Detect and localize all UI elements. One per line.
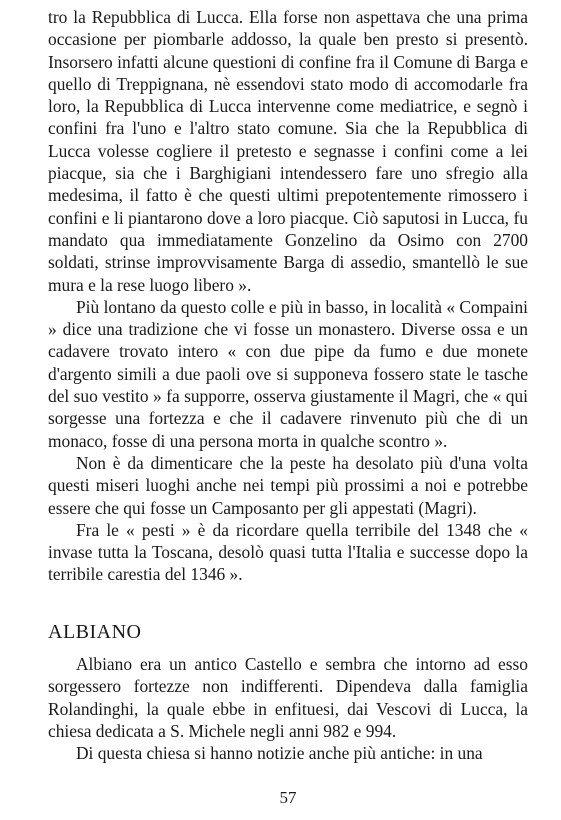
paragraph-peste: Non è da dimenticare che la peste ha desolato più d'una volta questi miseri luoghi anche nei tempi più prossimi a noi e potrebbe essere che qui fosse un Camposanto per gli appestati (Magri). bbox=[48, 452, 528, 518]
page-number: 57 bbox=[279, 788, 297, 807]
section-title: ALBIANO bbox=[48, 621, 142, 643]
paragraph-chiesa: Di questa chiesa si hanno notizie anche più antiche: in una bbox=[76, 743, 483, 764]
book-page bbox=[48, 0, 528, 820]
paragraph-pesti-1348: Fra le « pesti » è da ricordare quella terribile del 1348 che « invase tutta la Toscana, desolò quasi tutta l'Italia e successe dopo la terribile carestia del 1346 ». bbox=[48, 519, 528, 585]
text-block-bottom bbox=[48, 653, 528, 764]
paragraph-compaini: Più lontano da questo colle e più in basso, in località « Compaini » dice una tradizione che vi fosse un monastero. Diverse ossa e un cadavere trovato intero « con due pipe da fumo e due monete d'argento simili a due paoli ove si supponeva fossero state le tasche del suo vestito » fa supporre, osserva giustamente il Magri, che « qui sorgesse una fortezza e che il cadavere rinvenuto più che di un monaco, fosse di una persona morta in qualche scontro ». bbox=[48, 296, 528, 451]
paragraph-continuation: tro la Repubblica di Lucca. Ella forse non aspettava che una prima occasione per piombarle addosso, la quale ben presto si presentò. Insorsero infatti alcune questioni di confine fra il Comune di Barga e quello di Treppignana, nè essendovi stato modo di accomodarle fra loro, la Repubblica di Lucca intervenne come mediatrice, e segnò i confini fra l'uno e l'altro stato comune. Sia che la Repubblica di Lucca volesse cogliere il pretesto e segnasse i confini come a lei piacque, sia che i Barghigiani intendessero fare uno sfregio alla medesima, il fatto è che questi ultimi prepotentemente rimossero i confini e li piantarono dove a loro piacque. Ciò saputosi in Lucca, fu mandato qua immediatamente Gonzelino da Osimo con 2700 soldati, strinse improvvisamente Barga di assedio, smantellò le sue mura e la rese luogo libero ». bbox=[48, 7, 528, 295]
section-heading-wrap bbox=[48, 621, 528, 644]
text-block-top bbox=[48, 6, 528, 586]
paragraph-albiano: Albiano era un antico Castello e sembra che intorno ad esso sorgessero fortezze non indifferenti. Dipendeva dalla famiglia Rolandinghi, la quale ebbe in enfituesi, dai Vescovi di Lucca, la chiesa dedicata a S. Michele negli anni 982 e 994. bbox=[48, 654, 528, 741]
